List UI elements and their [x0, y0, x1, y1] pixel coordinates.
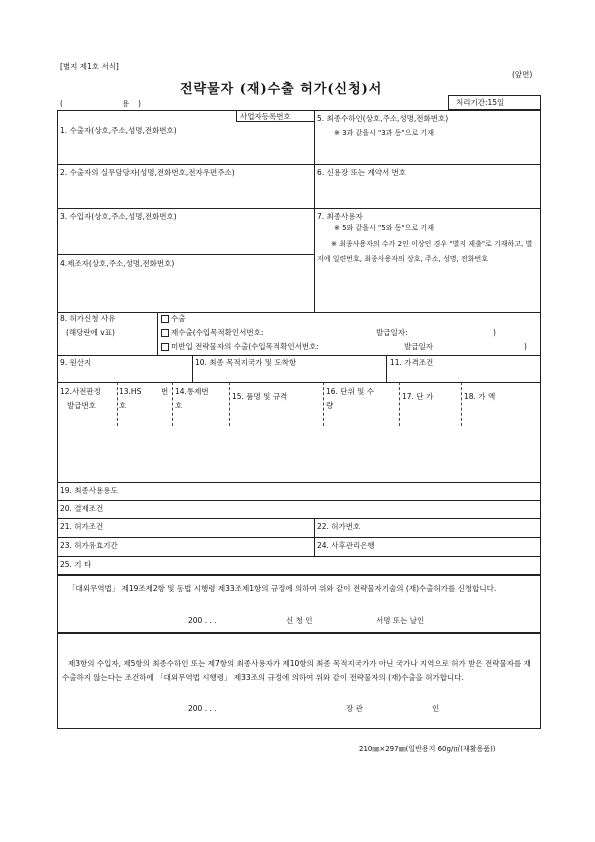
unit-qty-label-2: 량: [326, 401, 334, 410]
importer-label: 3. 수입자(상호,주소,성명,전화번호): [60, 212, 177, 221]
end-use-label: 19. 최종사용용도: [60, 486, 118, 495]
exporter-label: 1. 수출자(상호,주소,성명,전화번호): [60, 126, 177, 135]
seal-label: 인: [432, 704, 440, 713]
export-checkbox[interactable]: [161, 315, 169, 323]
price-terms-label: 11. 가격조건: [390, 358, 434, 367]
permit-number-label: 22. 허가번호: [317, 522, 361, 531]
control-no-label-2: 호: [175, 401, 183, 410]
reexport-issue-date-label: 발급일자:: [376, 328, 408, 337]
purpose-open: (: [60, 99, 63, 108]
application-text: 「대외무역법」 제19조제2항 및 동법 시행령 제33조제1항의 규정에 의하여 위와 같이 전략물자기술의 (재)수출허가를 신청합니다.: [68, 584, 497, 593]
payment-terms-label: 20. 결제조건: [60, 504, 104, 513]
manufacturer-label: 4.제조자(상호,주소,성명,전화번호): [60, 259, 175, 268]
origin-label: 9. 원산지: [60, 358, 92, 367]
reason-reexport-option[interactable]: 재수출(수입목적확인서번호:: [161, 328, 263, 338]
hs-label-2: 번: [161, 387, 169, 396]
applicant-label: 신 청 인: [286, 616, 313, 625]
unimported-issue-date-label: 발급일자: [404, 342, 433, 351]
unimported-close: ): [524, 342, 527, 351]
others-label: 25. 기 타: [60, 560, 92, 569]
aftercare-bank-label: 24. 사후관리은행: [317, 541, 375, 550]
final-consignee-note: ※ 3과 같을시 "3과 동"으로 기재: [334, 129, 434, 137]
permit-reason-sub: (해당란에 v표): [66, 328, 115, 337]
pre-classification-label: 12.사전판정: [60, 387, 101, 396]
end-user-label: 7. 최종사용자: [317, 212, 363, 221]
lc-contract-label: 6. 신용장 또는 계약서 번호: [317, 168, 407, 177]
unimported-checkbox[interactable]: [161, 343, 169, 351]
minister-label: 장 관: [346, 704, 363, 713]
processing-period: 처리기간:15일: [456, 98, 505, 107]
signature-label: 서명 또는 날인: [376, 616, 425, 625]
purpose-text: 용: [122, 99, 130, 108]
permit-reason-label: 8. 허가신청 사유: [60, 314, 116, 323]
control-no-label: 14.통제번: [175, 387, 209, 396]
application-date: 200 . . .: [188, 616, 217, 625]
item-name-label: 15. 품명 및 규격: [232, 392, 288, 401]
page-title: 전략물자 (재)수출 허가(신청)서: [180, 82, 383, 97]
approval-date: 200 . . .: [188, 704, 217, 713]
amount-label: 18. 가 액: [464, 392, 496, 401]
approval-text: 제3항의 수입자, 제5항의 최종수하인 또는 제7항의 최종사용자가 제10항의 최종 목적지국가가 아닌 국가나 지역으로 허가 받은 전략물자를 재수출하지 않는다는 조건하에 「대외무역법 시행령」 제33조의 규정에 의하여 위와 같이 전략물자의 (재)수출을 허가합니다.: [62, 659, 531, 682]
permit-conditions-label: 21. 허가조건: [60, 522, 104, 531]
business-reg-no-label: 사업자등록번호: [240, 112, 291, 121]
hs-label-3: 호: [119, 401, 127, 410]
pre-classification-sub: 발급번호: [67, 401, 96, 410]
exporter-contact-label: 2. 수출자의 실무담당자(성명,전화번호,전자우편주소): [60, 168, 235, 177]
reason-export-option[interactable]: 수출: [161, 314, 186, 324]
hs-label: 13.HS: [119, 387, 142, 396]
validity-period-label: 23. 허가유효기간: [60, 541, 118, 550]
form-label: [별지 제1호 서식]: [60, 62, 119, 71]
unit-price-label: 17. 단 가: [402, 392, 434, 401]
paper-spec: 210㎜×297㎜(일반용지 60g/㎡(재활용품)): [359, 745, 496, 753]
end-user-note-1: ※ 5와 같을시 "5와 동"으로 기재: [334, 224, 434, 232]
reason-unimported-option[interactable]: 미반입 전략물자의 수출(수입목적확인서번호:: [161, 342, 319, 352]
reexport-close: ): [493, 328, 496, 337]
purpose-close: ): [138, 99, 141, 108]
front-label: (앞면): [512, 70, 533, 79]
destination-label: 10. 최종 목적지국가 및 도착항: [195, 358, 297, 367]
reexport-checkbox[interactable]: [161, 329, 169, 337]
unit-qty-label: 16. 단위 및 수: [326, 387, 375, 396]
end-user-note-2: ※ 최종사용자의 수가 2인 이상인 경우 "별지 제출"로 기재하고, 별지에 일련번호, 최종사용자의 상호, 주소, 성명, 전화번호: [317, 240, 533, 263]
final-consignee-label: 5. 최종수하인(상호,주소,성명,전화번호): [317, 114, 449, 123]
